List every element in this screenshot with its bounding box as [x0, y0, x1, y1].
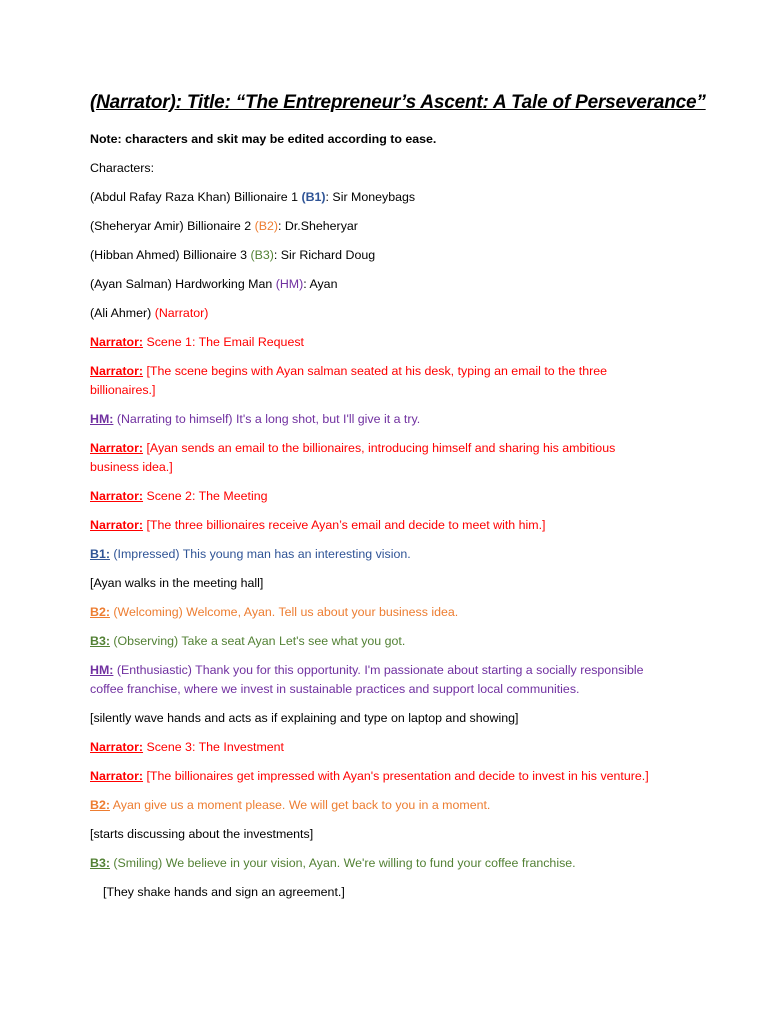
script-line — [90, 796, 650, 815]
dialogue-text: Ayan give us a moment please. We will get back to you in a moment. — [109, 798, 491, 812]
script-line — [90, 333, 650, 352]
dialogue-text: [The billionaires get impressed with Ayan's presentation and decide to invest in his venture.] — [143, 769, 649, 783]
script-line — [90, 545, 650, 564]
character-code: (HM) — [275, 277, 304, 291]
stage-direction: [Ayan walks in the meeting hall] — [90, 576, 264, 590]
character-name: (Ayan Salman) Hardworking Man — [90, 277, 276, 291]
dialogue-text: (Enthusiastic) Thank you for this opportunity. I'm passionate about starting a socially responsible coffee franchise, where we invest in sustainable practices and support local communities. — [90, 663, 644, 696]
script-line — [90, 854, 650, 873]
script-line — [90, 439, 650, 477]
speaker-tag: Narrator: — [90, 769, 144, 783]
script-line — [90, 487, 650, 506]
script-line — [90, 738, 650, 757]
script-line — [90, 661, 650, 699]
speaker-tag: Narrator: — [90, 489, 144, 503]
character-name: (Abdul Rafay Raza Khan) Billionaire 1 — [90, 190, 302, 204]
character-line — [90, 188, 650, 207]
character-code: (B3) — [250, 248, 274, 262]
page-title: (Narrator): Title: “The Entrepreneur’s Ascent: A Tale of Perseverance” — [90, 92, 706, 113]
dialogue-text: (Impressed) This young man has an interesting vision. — [109, 547, 411, 561]
note-line: Note: characters and skit may be edited according to ease. — [90, 132, 437, 146]
character-name: (Ali Ahmer) — [90, 306, 155, 320]
script-line — [90, 767, 680, 786]
speaker-tag: Narrator: — [90, 335, 144, 349]
character-line — [90, 217, 650, 236]
stage-direction: [silently wave hands and acts as if explaining and type on laptop and showing] — [90, 711, 519, 725]
dialogue-text: Scene 1: The Email Request — [143, 335, 304, 349]
characters-heading: Characters: — [90, 161, 155, 175]
speaker-tag: B2: — [90, 798, 110, 812]
dialogue-text: (Observing) Take a seat Ayan Let's see what you got. — [109, 634, 406, 648]
speaker-tag: Narrator: — [90, 441, 144, 455]
speaker-tag: B3: — [90, 634, 110, 648]
script-line — [90, 362, 650, 400]
dialogue-text: [The scene begins with Ayan salman seated at his desk, typing an email to the three billionaires.] — [90, 364, 608, 397]
dialogue-text: (Smiling) We believe in your vision, Ayan. We're willing to fund your coffee franchise. — [109, 856, 576, 870]
character-name: (Hibban Ahmed) Billionaire 3 — [90, 248, 251, 262]
character-code: (B1) — [301, 190, 326, 204]
character-role: : Dr.Sheheryar — [278, 219, 358, 233]
character-role: : Sir Moneybags — [325, 190, 416, 204]
script-line — [90, 410, 650, 429]
dialogue-text: (Welcoming) Welcome, Ayan. Tell us about your business idea. — [109, 605, 459, 619]
character-name: (Sheheryar Amir) Billionaire 2 — [90, 219, 255, 233]
character-role: : Sir Richard Doug — [273, 248, 376, 262]
stage-direction: [starts discussing about the investments] — [90, 827, 314, 841]
character-line — [90, 246, 650, 265]
character-code: (B2) — [254, 219, 279, 233]
speaker-tag: HM: — [90, 663, 114, 677]
speaker-tag: Narrator: — [90, 364, 144, 378]
speaker-tag: B1: — [90, 547, 110, 561]
stage-direction: [They shake hands and sign an agreement.] — [103, 885, 345, 899]
script-line — [90, 632, 650, 651]
speaker-tag: B2: — [90, 605, 110, 619]
dialogue-text: Scene 2: The Meeting — [143, 489, 268, 503]
character-line — [90, 304, 650, 323]
dialogue-text: [The three billionaires receive Ayan’s email and decide to meet with him.] — [143, 518, 546, 532]
character-code: (Narrator) — [154, 306, 209, 320]
character-role: : Ayan — [303, 277, 338, 291]
script-line — [90, 516, 650, 535]
dialogue-text: (Narrating to himself) It's a long shot, but I'll give it a try. — [113, 412, 421, 426]
dialogue-text: Scene 3: The Investment — [143, 740, 284, 754]
speaker-tag: Narrator: — [90, 518, 144, 532]
dialogue-text: [Ayan sends an email to the billionaires, introducing himself and sharing his ambitious business idea.] — [90, 441, 616, 474]
speaker-tag: B3: — [90, 856, 110, 870]
character-line — [90, 275, 650, 294]
script-line — [90, 603, 650, 622]
speaker-tag: HM: — [90, 412, 114, 426]
speaker-tag: Narrator: — [90, 740, 144, 754]
